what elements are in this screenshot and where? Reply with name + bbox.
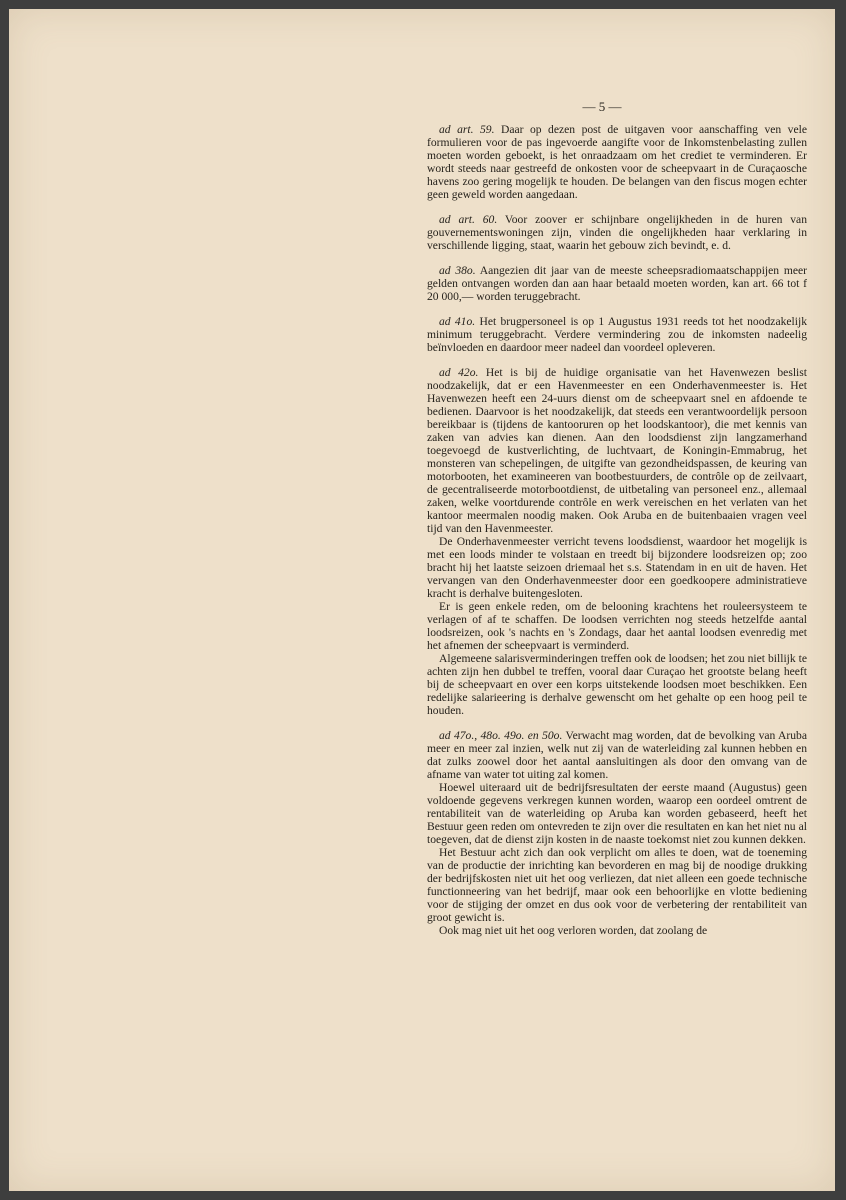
- paragraph: [427, 600, 807, 652]
- article-reference: ad art. 59.: [439, 123, 495, 136]
- paragraph-text: Ook mag niet uit het oog verloren worden, dat zoolang de: [439, 924, 708, 937]
- page-number: — 5 —: [582, 99, 622, 114]
- article-reference: ad art. 60.: [439, 213, 498, 226]
- document-page: [9, 9, 835, 1191]
- article-reference: ad 42o.: [439, 366, 479, 379]
- paragraph-text: Voor zoover er schijnbare ongelijkheden in de huren van gouvernementswoningen zijn, vinden die ongelijkheden haar verklaring in verschillende ligging, staat, waarin het gebouw zich bevindt, e. d.: [427, 213, 808, 252]
- paragraph: [427, 123, 807, 201]
- paragraph-text: Aangezien dit jaar van de meeste scheepsradiomaatschappijen meer gelden ontvangen worden dan aan haar betaald moeten worden, kan art. 66 tot f 20 000,— worden teruggebracht.: [427, 264, 807, 303]
- paragraph: [427, 366, 807, 535]
- paragraph: [427, 315, 807, 354]
- paragraph-text: Verwacht mag worden, dat de bevolking van Aruba meer en meer zal inzien, welk nut zij van de waterleiding zal kunnen hebben en dat zulks zoowel door het aantal aansluitingen als door den omvang van de afname van water tot uiting zal komen.: [427, 729, 807, 781]
- paragraph-text: Hoewel uiteraard uit de bedrijfsresultaten der eerste maand (Augustus) geen voldoende gegevens verkregen kunnen worden, waarop een oordeel omtrent de rentabiliteit van de waterleiding op Aruba kan worden gebaseerd, heeft het Bestuur geen reden om ontevreden te zijn over die resultaten en kan het niet nu al toegeven, dat de dienst zijn kosten in de naaste toekomst niet zou kunnen dekken.: [427, 781, 807, 846]
- paragraph-text: De Onderhavenmeester verricht tevens loodsdienst, waardoor het mogelijk is met een loods minder te volstaan en treedt bij bijzondere loodsreizen op; zoo bracht hij het laatste seizoen driemaal het s.s. Statendam in en uit de haven. Het vervangen van den Onderhavenmeester door een goedkoopere administratieve kracht is derhalve buitengesloten.: [427, 535, 807, 600]
- paragraph: [427, 264, 807, 303]
- article-reference: ad 47o., 48o. 49o. en 50o.: [439, 729, 563, 742]
- paragraph: [427, 729, 807, 781]
- paragraph: [427, 846, 807, 924]
- paragraph: [427, 781, 807, 846]
- paragraph: [427, 213, 807, 252]
- paragraph-text: Het brugpersoneel is op 1 Augustus 1931 reeds tot het noodzakelijk minimum teruggebracht. Verdere vermindering zou de inkomsten nadeelig beïnvloeden en daardoor meer nadeel dan voordeel opleveren.: [427, 315, 807, 354]
- article-reference: ad 38o.: [439, 264, 476, 277]
- document-body: [427, 123, 807, 937]
- paragraph-text: Het Bestuur acht zich dan ook verplicht om alles te doen, wat de toeneming van de productie der inrichting kan bevorderen en mag bij de noodige drukking der bedrijfskosten niet uit het oog verliezen, dat niet alleen een goede technische functionneering van het bedrijf, maar ook een behoorlijke en vlotte bediening voor de stijging der omzet en dus ook voor de verbetering der rentabiliteit van groot gewicht is.: [427, 846, 807, 924]
- paragraph: [427, 924, 807, 937]
- paragraph-text: Daar op dezen post de uitgaven voor aanschaffing ven vele formulieren voor de pas ingevoerde aangifte voor de Inkomstenbelasting zullen moeten worden geboekt, is het onraadzaam om het crediet te verminderen. Er wordt steeds naar gestreefd de onkosten voor de scheepvaart in de Curaçaosche havens zoo gering mogelijk te houden. De belangen van den fiscus mogen echter geen geweld worden aangedaan.: [427, 123, 807, 201]
- paragraph-text: Er is geen enkele reden, om de belooning krachtens het rouleersysteem te verlagen of af te schaffen. De loodsen verrichten nog steeds hetzelfde aantal loodsreizen, ook 's nachts en 's Zondags, daar het aantal loodsen evenredig met het afnemen der scheepvaart is verminderd.: [427, 600, 807, 652]
- paragraph: [427, 652, 807, 717]
- paragraph-text: Het is bij de huidige organisatie van het Havenwezen beslist noodzakelijk, dat er een Havenmeester en een Onderhavenmeester is. Het Havenwezen heeft een 24-uurs dienst om de scheepvaart snel en afdoende te bedienen. Daarvoor is het noodzakelijk, dat steeds een verantwoordelijk persoon bereikbaar is (tijdens de kantooruren op het loodskantoor), die met kennis van zaken van advies kan dienen. Aan den loodsdienst zijn langzamerhand toegevoegd de kustverlichting, de luchtvaart, de Koningin-Emmabrug, het monsteren van schepelingen, de uitgifte van gezondheidspassen, de keuring van motorbooten, het examineeren van bootbestuurders, de contrôle op de zeilvaart, de gecentraliseerde motorbootdienst, de uitbetaling van personeel enz., allemaal zaken, welke voortdurende contrôle en werk vereischen en het verlaten van het kantoor meermalen noodig maken. Ook Aruba en de buitenbaaien vragen veel tijd van den Havenmeester.: [427, 366, 808, 535]
- article-reference: ad 41o.: [439, 315, 476, 328]
- paragraph-text: Algemeene salarisverminderingen treffen ook de loodsen; het zou niet billijk te achten zijn hen dubbel te treffen, vooral daar Curaçao het grootste belang heeft bij de scheepvaart en over een korps uitstekende loodsen moet beschikken. Een redelijke salarieering is derhalve gewenscht om het gehalte op een hoog peil te houden.: [427, 652, 807, 717]
- paragraph: [427, 535, 807, 600]
